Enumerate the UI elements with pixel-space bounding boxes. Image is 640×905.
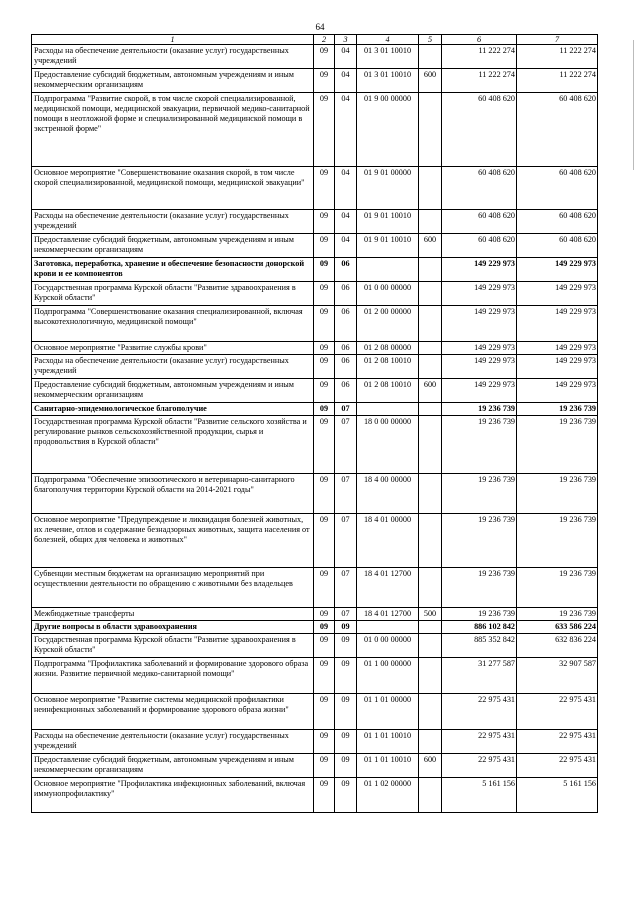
row-amount-cell-7: 149 229 973	[517, 342, 598, 355]
row-amount-cell-7: 19 236 739	[517, 403, 598, 416]
table-row	[32, 634, 598, 658]
row-amount-cell-6: 19 236 739	[442, 416, 517, 474]
row-amount-cell-6: 19 236 739	[442, 474, 517, 514]
row-name-cell: Заготовка, переработка, хранение и обеспечение безопасности донорской крови и ее компонентов	[32, 258, 314, 282]
row-amount-cell-7: 149 229 973	[517, 282, 598, 306]
table-header-row	[32, 35, 598, 45]
row-section-cell: 09	[314, 45, 335, 69]
row-subsection-cell: 06	[335, 342, 357, 355]
table-row	[32, 306, 598, 342]
row-name-cell: Субвенции местным бюджетам на организацию мероприятий при осуществлении деятельности по обращению с животными без владельцев	[32, 568, 314, 608]
table-row	[32, 474, 598, 514]
row-subsection-cell: 09	[335, 634, 357, 658]
row-amount-cell-6: 31 277 587	[442, 658, 517, 694]
table-row	[32, 167, 598, 210]
row-target-code-cell: 01 3 01 10010	[357, 45, 419, 69]
row-amount-cell-6: 149 229 973	[442, 379, 517, 403]
row-section-cell: 09	[314, 93, 335, 167]
row-section-cell: 09	[314, 694, 335, 730]
row-name-cell: Государственная программа Курской области "Развитие здравоохранения в Курской области"	[32, 634, 314, 658]
row-expense-type-cell	[419, 514, 442, 568]
row-expense-type-cell: 600	[419, 234, 442, 258]
table-row	[32, 379, 598, 403]
row-amount-cell-7: 22 975 431	[517, 694, 598, 730]
row-amount-cell-7: 149 229 973	[517, 379, 598, 403]
table-row	[32, 754, 598, 778]
row-amount-cell-6: 22 975 431	[442, 694, 517, 730]
row-subsection-cell: 09	[335, 658, 357, 694]
row-amount-cell-6: 22 975 431	[442, 730, 517, 754]
row-name-cell: Основное мероприятие "Совершенствование оказания скорой, в том числе скорой специализированной, медицинской помощи, медицинской эвакуации"	[32, 167, 314, 210]
row-name-cell: Предоставление субсидий бюджетным, автономным учреждениям и иным некоммерческим организациям	[32, 754, 314, 778]
row-amount-cell-7: 633 586 224	[517, 621, 598, 634]
row-expense-type-cell	[419, 634, 442, 658]
row-name-cell: Основное мероприятие "Предупреждение и ликвидация болезней животных, их лечение, отлов и содержание безнадзорных животных, защита населения от болезней, общих для человека и животных"	[32, 514, 314, 568]
row-amount-cell-6: 19 236 739	[442, 514, 517, 568]
header-cell-2: 2	[314, 35, 335, 45]
row-name-cell: Расходы на обеспечение деятельности (оказание услуг) государственных учреждений	[32, 355, 314, 379]
row-expense-type-cell	[419, 730, 442, 754]
row-amount-cell-6: 19 236 739	[442, 608, 517, 621]
row-section-cell: 09	[314, 621, 335, 634]
row-amount-cell-6: 19 236 739	[442, 568, 517, 608]
table-row	[32, 403, 598, 416]
table-body	[32, 35, 598, 813]
row-expense-type-cell: 600	[419, 754, 442, 778]
row-section-cell: 09	[314, 514, 335, 568]
row-amount-cell-6: 149 229 973	[442, 306, 517, 342]
row-subsection-cell: 09	[335, 730, 357, 754]
row-section-cell: 09	[314, 342, 335, 355]
row-amount-cell-6: 19 236 739	[442, 403, 517, 416]
row-expense-type-cell	[419, 474, 442, 514]
row-name-cell: Предоставление субсидий бюджетным, автономным учреждениям и иным некоммерческим организациям	[32, 69, 314, 93]
row-name-cell: Расходы на обеспечение деятельности (оказание услуг) государственных учреждений	[32, 210, 314, 234]
row-target-code-cell: 01 9 01 10010	[357, 234, 419, 258]
row-expense-type-cell	[419, 342, 442, 355]
row-amount-cell-7: 32 907 587	[517, 658, 598, 694]
row-amount-cell-7: 19 236 739	[517, 514, 598, 568]
row-amount-cell-7: 149 229 973	[517, 355, 598, 379]
row-name-cell: Подпрограмма "Совершенствование оказания специализированной, включая высокотехнологичную, медицинской помощи"	[32, 306, 314, 342]
row-name-cell: Межбюджетные трансферты	[32, 608, 314, 621]
row-section-cell: 09	[314, 282, 335, 306]
row-amount-cell-6: 11 222 274	[442, 45, 517, 69]
row-subsection-cell: 06	[335, 379, 357, 403]
row-target-code-cell: 18 4 01 12700	[357, 608, 419, 621]
table-row	[32, 45, 598, 69]
table-row	[32, 282, 598, 306]
row-amount-cell-7: 60 408 620	[517, 234, 598, 258]
row-amount-cell-7: 149 229 973	[517, 258, 598, 282]
table-row	[32, 210, 598, 234]
header-cell-7: 7	[517, 35, 598, 45]
row-section-cell: 09	[314, 730, 335, 754]
row-amount-cell-7: 11 222 274	[517, 45, 598, 69]
row-target-code-cell: 01 9 00 00000	[357, 93, 419, 167]
row-target-code-cell: 01 0 00 00000	[357, 634, 419, 658]
table-row	[32, 234, 598, 258]
row-amount-cell-6: 885 352 842	[442, 634, 517, 658]
row-target-code-cell: 01 1 01 00000	[357, 694, 419, 730]
row-amount-cell-6: 149 229 973	[442, 355, 517, 379]
table-row	[32, 258, 598, 282]
row-subsection-cell: 06	[335, 306, 357, 342]
table-row	[32, 514, 598, 568]
row-target-code-cell: 18 0 00 00000	[357, 416, 419, 474]
row-target-code-cell: 01 2 08 10010	[357, 379, 419, 403]
table-row	[32, 694, 598, 730]
row-amount-cell-7: 11 222 274	[517, 69, 598, 93]
row-name-cell: Основное мероприятие "Развитие службы крови"	[32, 342, 314, 355]
row-expense-type-cell	[419, 403, 442, 416]
row-amount-cell-6: 60 408 620	[442, 234, 517, 258]
row-subsection-cell: 06	[335, 258, 357, 282]
row-amount-cell-6: 60 408 620	[442, 93, 517, 167]
row-amount-cell-7: 5 161 156	[517, 778, 598, 813]
row-amount-cell-7: 632 836 224	[517, 634, 598, 658]
row-subsection-cell: 06	[335, 355, 357, 379]
row-amount-cell-7: 22 975 431	[517, 730, 598, 754]
row-target-code-cell: 01 2 08 00000	[357, 342, 419, 355]
row-expense-type-cell: 600	[419, 379, 442, 403]
row-amount-cell-7: 19 236 739	[517, 608, 598, 621]
row-name-cell: Другие вопросы в области здравоохранения	[32, 621, 314, 634]
row-subsection-cell: 09	[335, 694, 357, 730]
row-subsection-cell: 04	[335, 69, 357, 93]
row-amount-cell-6: 60 408 620	[442, 167, 517, 210]
row-expense-type-cell	[419, 167, 442, 210]
row-amount-cell-6: 60 408 620	[442, 210, 517, 234]
row-amount-cell-7: 19 236 739	[517, 474, 598, 514]
row-target-code-cell: 01 9 01 10010	[357, 210, 419, 234]
row-amount-cell-6: 886 102 842	[442, 621, 517, 634]
table-row	[32, 93, 598, 167]
table-row	[32, 730, 598, 754]
row-subsection-cell: 04	[335, 45, 357, 69]
header-cell-1: 1	[32, 35, 314, 45]
table-row	[32, 69, 598, 93]
row-subsection-cell: 07	[335, 403, 357, 416]
scan-edge-mark	[633, 40, 634, 170]
row-target-code-cell: 18 4 01 00000	[357, 514, 419, 568]
row-expense-type-cell	[419, 621, 442, 634]
row-expense-type-cell	[419, 416, 442, 474]
row-amount-cell-7: 60 408 620	[517, 167, 598, 210]
table-row	[32, 608, 598, 621]
row-amount-cell-7: 60 408 620	[517, 93, 598, 167]
row-section-cell: 09	[314, 754, 335, 778]
row-name-cell: Подпрограмма "Профилактика заболеваний и формирование здорового образа жизни. Развитие первичной медико-санитарной помощи"	[32, 658, 314, 694]
row-name-cell: Санитарно-эпидемиологическое благополучие	[32, 403, 314, 416]
row-target-code-cell: 01 1 01 10010	[357, 730, 419, 754]
row-expense-type-cell	[419, 778, 442, 813]
row-expense-type-cell	[419, 306, 442, 342]
row-expense-type-cell	[419, 210, 442, 234]
row-subsection-cell: 04	[335, 93, 357, 167]
row-section-cell: 09	[314, 306, 335, 342]
row-subsection-cell: 07	[335, 474, 357, 514]
row-expense-type-cell: 600	[419, 69, 442, 93]
row-target-code-cell: 01 0 00 00000	[357, 282, 419, 306]
row-section-cell: 09	[314, 474, 335, 514]
row-target-code-cell: 18 4 01 12700	[357, 568, 419, 608]
table-row	[32, 355, 598, 379]
row-target-code-cell: 01 1 02 00000	[357, 778, 419, 813]
table-row	[32, 342, 598, 355]
table-row	[32, 778, 598, 813]
row-target-code-cell: 01 2 00 00000	[357, 306, 419, 342]
row-subsection-cell: 09	[335, 754, 357, 778]
row-amount-cell-6: 149 229 973	[442, 342, 517, 355]
row-name-cell: Основное мероприятие "Развитие системы медицинской профилактики неинфекционных заболеваний и формирование здорового образа жизни"	[32, 694, 314, 730]
row-amount-cell-7: 22 975 431	[517, 754, 598, 778]
row-target-code-cell	[357, 403, 419, 416]
row-section-cell: 09	[314, 258, 335, 282]
row-amount-cell-6: 5 161 156	[442, 778, 517, 813]
row-expense-type-cell	[419, 93, 442, 167]
row-section-cell: 09	[314, 69, 335, 93]
row-target-code-cell: 01 3 01 10010	[357, 69, 419, 93]
row-expense-type-cell	[419, 258, 442, 282]
row-expense-type-cell	[419, 694, 442, 730]
table-row	[32, 658, 598, 694]
row-amount-cell-6: 11 222 274	[442, 69, 517, 93]
row-section-cell: 09	[314, 210, 335, 234]
row-target-code-cell: 01 1 01 10010	[357, 754, 419, 778]
row-target-code-cell: 18 4 00 00000	[357, 474, 419, 514]
row-name-cell: Предоставление субсидий бюджетным, автономным учреждениям и иным некоммерческим организациям	[32, 379, 314, 403]
row-amount-cell-7: 60 408 620	[517, 210, 598, 234]
header-cell-4: 4	[357, 35, 419, 45]
row-name-cell: Государственная программа Курской области "Развитие сельского хозяйства и регулирование рынков сельскохозяйственной продукции, сырья и продовольствия в Курской области"	[32, 416, 314, 474]
row-amount-cell-6: 149 229 973	[442, 258, 517, 282]
row-subsection-cell: 06	[335, 282, 357, 306]
row-section-cell: 09	[314, 416, 335, 474]
row-section-cell: 09	[314, 234, 335, 258]
table-row	[32, 416, 598, 474]
row-subsection-cell: 07	[335, 608, 357, 621]
row-target-code-cell: 01 9 01 00000	[357, 167, 419, 210]
row-section-cell: 09	[314, 379, 335, 403]
row-section-cell: 09	[314, 634, 335, 658]
row-section-cell: 09	[314, 608, 335, 621]
row-name-cell: Расходы на обеспечение деятельности (оказание услуг) государственных учреждений	[32, 730, 314, 754]
row-name-cell: Основное мероприятие "Профилактика инфекционных заболеваний, включая иммунопрофилактику"	[32, 778, 314, 813]
row-amount-cell-6: 149 229 973	[442, 282, 517, 306]
row-section-cell: 09	[314, 568, 335, 608]
row-expense-type-cell	[419, 282, 442, 306]
row-subsection-cell: 07	[335, 514, 357, 568]
row-subsection-cell: 09	[335, 778, 357, 813]
row-section-cell: 09	[314, 167, 335, 210]
row-subsection-cell: 07	[335, 416, 357, 474]
row-amount-cell-7: 149 229 973	[517, 306, 598, 342]
header-cell-5: 5	[419, 35, 442, 45]
row-amount-cell-7: 19 236 739	[517, 416, 598, 474]
row-expense-type-cell	[419, 45, 442, 69]
row-name-cell: Подпрограмма "Развитие скорой, в том числе скорой специализированной, медицинской помощи, медицинской эвакуации, первичной медико-санитарной помощи в неотложной форме и специализированной медицинской помощи в экстренной форме"	[32, 93, 314, 167]
row-section-cell: 09	[314, 403, 335, 416]
row-name-cell: Предоставление субсидий бюджетным, автономным учреждениям и иным некоммерческим организациям	[32, 234, 314, 258]
row-subsection-cell: 09	[335, 621, 357, 634]
row-target-code-cell: 01 2 08 10010	[357, 355, 419, 379]
row-expense-type-cell	[419, 568, 442, 608]
row-target-code-cell	[357, 621, 419, 634]
budget-table	[31, 34, 598, 813]
table-row	[32, 568, 598, 608]
row-section-cell: 09	[314, 355, 335, 379]
row-name-cell: Подпрограмма "Обеспечение эпизоотического и ветеринарно-санитарного благополучия территории Курской области на 2014-2021 годы"	[32, 474, 314, 514]
row-name-cell: Расходы на обеспечение деятельности (оказание услуг) государственных учреждений	[32, 45, 314, 69]
row-subsection-cell: 07	[335, 568, 357, 608]
row-expense-type-cell: 500	[419, 608, 442, 621]
page-number: 64	[315, 22, 325, 32]
row-section-cell: 09	[314, 778, 335, 813]
header-cell-6: 6	[442, 35, 517, 45]
row-section-cell: 09	[314, 658, 335, 694]
header-cell-3: 3	[335, 35, 357, 45]
row-subsection-cell: 04	[335, 210, 357, 234]
row-amount-cell-6: 22 975 431	[442, 754, 517, 778]
row-expense-type-cell	[419, 658, 442, 694]
row-name-cell: Государственная программа Курской области "Развитие здравоохранения в Курской области"	[32, 282, 314, 306]
row-target-code-cell	[357, 258, 419, 282]
row-target-code-cell: 01 1 00 00000	[357, 658, 419, 694]
row-expense-type-cell	[419, 355, 442, 379]
table-row	[32, 621, 598, 634]
row-subsection-cell: 04	[335, 234, 357, 258]
row-amount-cell-7: 19 236 739	[517, 568, 598, 608]
row-subsection-cell: 04	[335, 167, 357, 210]
